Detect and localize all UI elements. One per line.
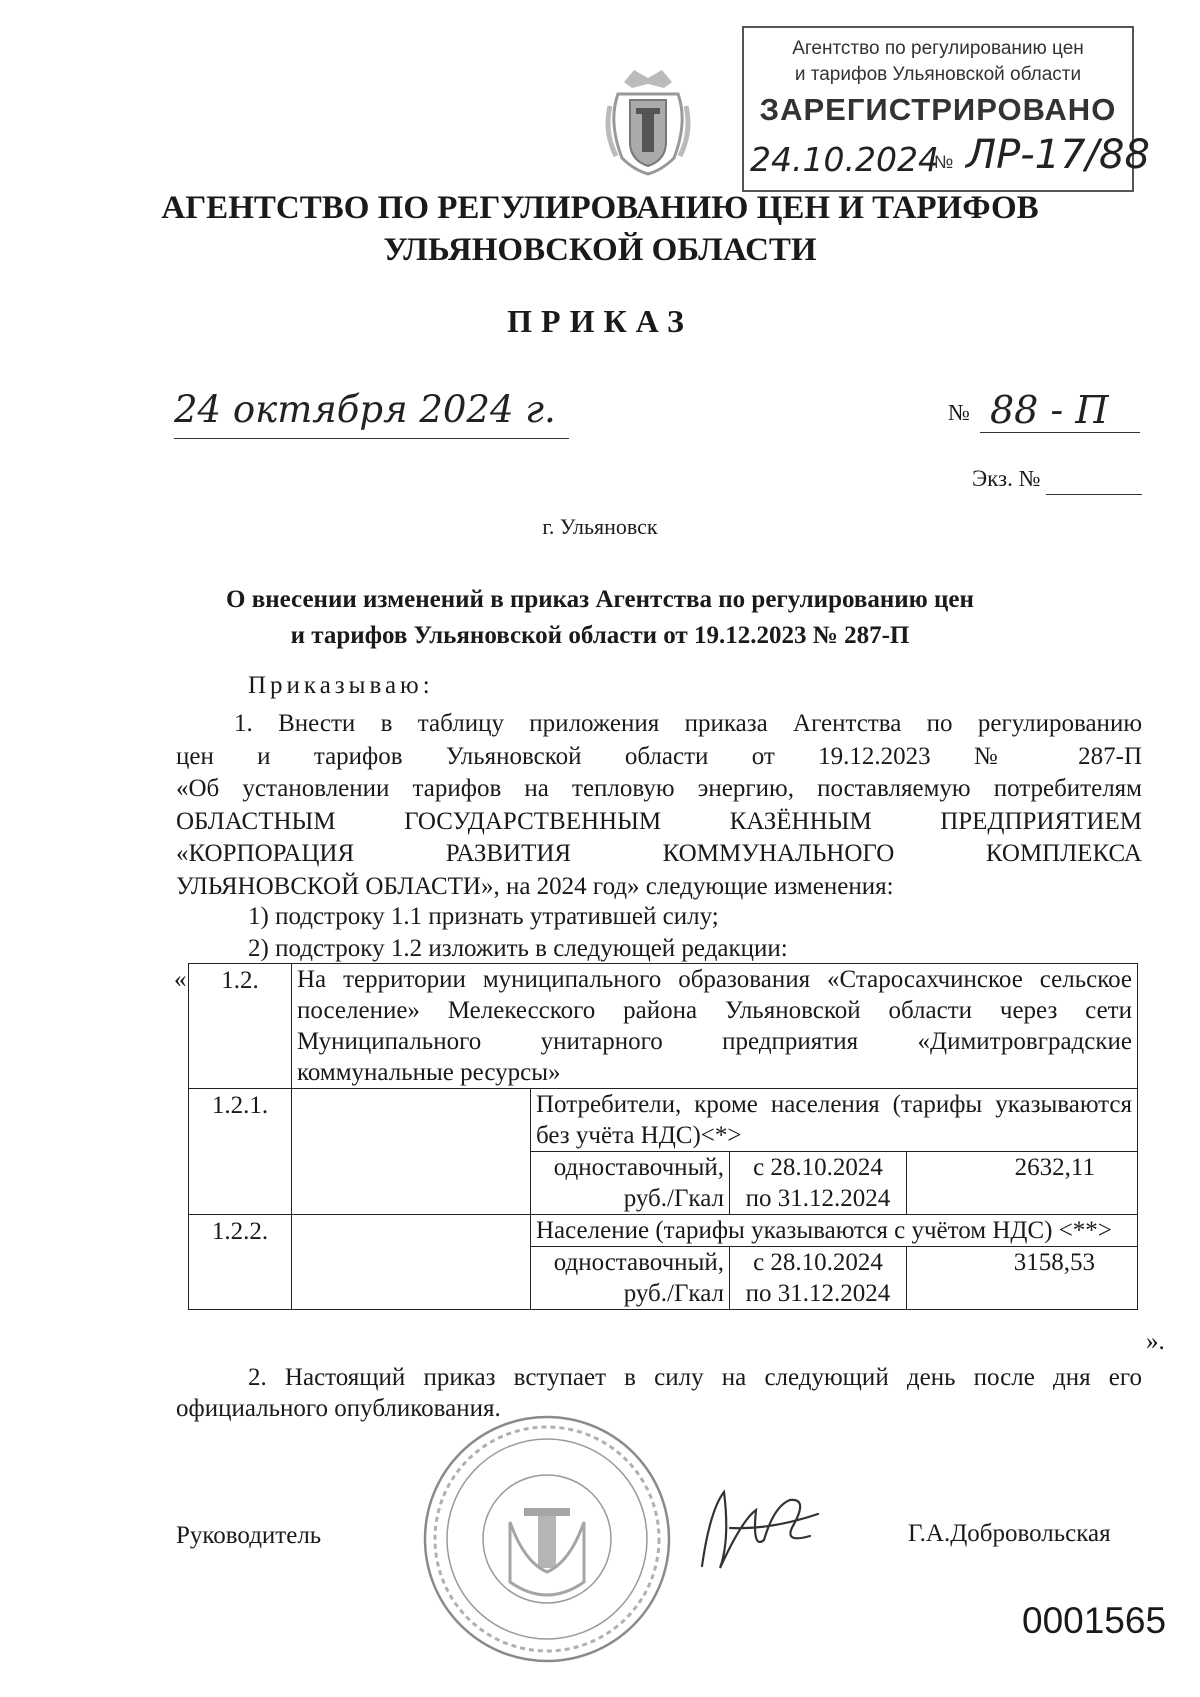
copy-underline bbox=[1046, 494, 1142, 495]
stamp-number-label: № bbox=[934, 152, 954, 172]
row-121-number: 1.2.1. bbox=[189, 1089, 292, 1215]
row-12-number: 1.2. bbox=[189, 964, 292, 1089]
row-122-unit-line-1: одноставочный, bbox=[553, 1249, 724, 1276]
number-label: № bbox=[948, 400, 970, 425]
row-121-unit-line-1: одноставочный, bbox=[553, 1154, 724, 1181]
table-row bbox=[189, 964, 1138, 1089]
order-word: Приказываю: bbox=[248, 672, 434, 699]
official-seal-icon bbox=[420, 1412, 674, 1666]
registration-stamp bbox=[742, 26, 1150, 192]
row-121-text: Потребители, кроме населения (тарифы указываются без учёта НДС)<*> bbox=[531, 1089, 1138, 1152]
stamp-line-2: и тарифов Ульяновской области bbox=[794, 64, 1082, 85]
row-122-period bbox=[730, 1247, 907, 1310]
date-underline bbox=[174, 438, 569, 439]
row-12-text: На территории муниципального образования «Старосахчинское сельское поселение» Мелекесского района Ульяновской области через сети Муниципального унитарного предприятия «Димитровградские коммунальные ресурсы» bbox=[292, 964, 1138, 1089]
paragraph-2-line-2: официального опубликования. bbox=[176, 1395, 501, 1422]
paragraph-1-line-6: УЛЬЯНОВСКОЙ ОБЛАСТИ», на 2024 год» следующие изменения: bbox=[176, 873, 894, 900]
row-122-value: 3158,53 bbox=[907, 1247, 1138, 1310]
row-121-period bbox=[730, 1152, 907, 1215]
copy-label: Экз. № bbox=[972, 466, 1041, 491]
agency-line-2: УЛЬЯНОВСКОЙ ОБЛАСТИ bbox=[383, 232, 817, 268]
paragraph-1-line-1: 1. Внести в таблицу приложения приказа Агентства по регулированию bbox=[234, 710, 1142, 737]
row-122-unit-line-2: руб./Гкал bbox=[623, 1280, 724, 1307]
row-122-unit bbox=[531, 1247, 730, 1310]
item-2: 2) подстроку 1.2 изложить в следующей редакции: bbox=[248, 935, 788, 962]
paragraph-1-line-2: цен и тарифов Ульяновской области от 19.12.2023 № 287-П bbox=[176, 743, 1142, 770]
table-row bbox=[189, 1215, 1138, 1247]
serial-number: 0001565 bbox=[1022, 1600, 1167, 1641]
item-1: 1) подстроку 1.1 признать утратившей силу; bbox=[248, 903, 719, 930]
stamp-number: ЛР-17/88 bbox=[966, 132, 1150, 178]
paragraph-1-line-5: «КОРПОРАЦИЯ РАЗВИТИЯ КОММУНАЛЬНОГО КОМПЛЕКСА bbox=[176, 840, 1142, 867]
row-121-value: 2632,11 bbox=[907, 1152, 1138, 1215]
row-122-period-from: с 28.10.2024 bbox=[753, 1249, 883, 1276]
number-underline bbox=[980, 432, 1140, 433]
row-122-blank bbox=[292, 1215, 531, 1310]
row-122-period-to: по 31.12.2024 bbox=[745, 1280, 891, 1307]
stamp-line-1: Агентство по регулированию цен bbox=[792, 38, 1084, 59]
row-121-unit-line-2: руб./Гкал bbox=[623, 1185, 724, 1212]
stamp-status: ЗАРЕГИСТРИРОВАНО bbox=[759, 92, 1117, 127]
row-121-unit bbox=[531, 1152, 730, 1215]
handwritten-date: 24 октября 2024 г. bbox=[174, 388, 556, 431]
coat-of-arms-icon bbox=[604, 66, 692, 178]
row-122-text: Население (тарифы указываются с учётом НДС) <**> bbox=[531, 1215, 1138, 1247]
city: г. Ульяновск bbox=[542, 514, 658, 539]
paragraph-1-line-4: ОБЛАСТНЫМ ГОСУДАРСТВЕННЫМ КАЗЁННЫМ ПРЕДПРИЯТИЕМ bbox=[176, 808, 1142, 835]
signer-name: Г.А.Добровольская bbox=[908, 1520, 1111, 1547]
subject-line-1: О внесении изменений в приказ Агентства по регулированию цен bbox=[226, 586, 974, 613]
table-close-quote: ». bbox=[1146, 1328, 1165, 1355]
tariff-table bbox=[188, 963, 1138, 1310]
document-type: ПРИКАЗ bbox=[507, 303, 693, 339]
agency-line-1: АГЕНТСТВО ПО РЕГУЛИРОВАНИЮ ЦЕН И ТАРИФОВ bbox=[161, 190, 1039, 226]
table-open-quote: « bbox=[174, 966, 187, 993]
handwritten-number: 88 - П bbox=[990, 388, 1109, 432]
table-row bbox=[189, 1089, 1138, 1152]
subject-line-2: и тарифов Ульяновской области от 19.12.2023 № 287-П bbox=[290, 622, 910, 649]
row-121-period-from: с 28.10.2024 bbox=[753, 1154, 883, 1181]
paragraph-2-line-1: 2. Настоящий приказ вступает в силу на следующий день после дня его bbox=[248, 1364, 1142, 1391]
signer-title: Руководитель bbox=[176, 1522, 322, 1549]
row-121-period-to: по 31.12.2024 bbox=[745, 1185, 891, 1212]
row-121-blank bbox=[292, 1089, 531, 1215]
stamp-date: 24.10.2024 bbox=[750, 140, 939, 179]
order-subject bbox=[0, 582, 1200, 654]
agency-name bbox=[0, 187, 1200, 271]
row-122-number: 1.2.2. bbox=[189, 1215, 292, 1310]
paragraph-1-line-3: «Об установлении тарифов на тепловую энергию, поставляемую потребителям bbox=[176, 775, 1142, 802]
signature-icon bbox=[690, 1470, 830, 1580]
